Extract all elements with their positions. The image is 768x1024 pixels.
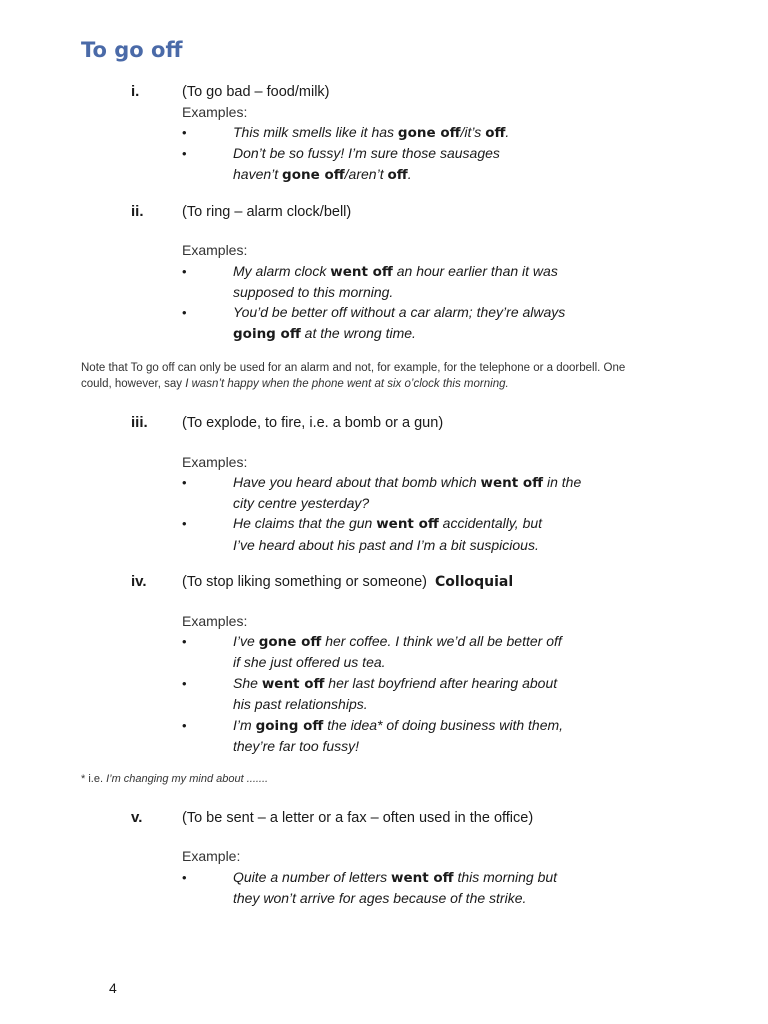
example-text: if she just offered us tea.: [233, 654, 386, 670]
example-text: I’m: [233, 717, 256, 733]
bullet: •: [182, 125, 187, 140]
bullet: •: [182, 870, 187, 885]
footnote: [81, 771, 268, 787]
example-text: Don’t be so fussy! I’m sure those sausages: [233, 145, 500, 161]
example-line: [233, 472, 581, 494]
example-line: [233, 631, 562, 653]
example-line: [233, 715, 563, 737]
example-line: [233, 867, 557, 889]
example-text: city centre yesterday?: [233, 495, 370, 511]
usage-note: [81, 360, 721, 392]
sense-definition-row: [182, 572, 513, 592]
sense-definition: (To be sent – a letter or a fax – often used in the office): [182, 810, 534, 826]
bullet: •: [182, 264, 187, 279]
usage-note-line: [81, 360, 721, 376]
example-text: an hour earlier than it was: [392, 263, 558, 279]
sense-numeral: iv.: [131, 573, 147, 590]
example-line: [233, 736, 359, 757]
bullet: •: [182, 475, 187, 490]
sense-numeral: i.: [131, 83, 140, 100]
bullet: •: [182, 146, 187, 161]
phrasal-verb-highlight: going off: [233, 326, 301, 342]
example-text: her coffee. I think we’d all be better off: [321, 633, 562, 649]
example-text: I’ve heard about his past and I’m a bit suspicious.: [233, 537, 539, 553]
example-text: .: [505, 124, 510, 140]
example-line: [233, 122, 509, 144]
note-text: Note that: [81, 362, 131, 374]
example-line: [233, 164, 412, 186]
example-text: My alarm clock: [233, 263, 331, 279]
footnote-text: I’m changing my mind about .......: [106, 773, 269, 785]
example-line: [233, 535, 539, 556]
example-line: [233, 493, 369, 514]
phrasal-verb-highlight: off: [485, 125, 506, 141]
example-text: the idea* of doing business with them,: [323, 717, 564, 733]
example-line: [233, 282, 393, 303]
page-title: To go off: [81, 38, 183, 62]
example-text: You’d be better off without a car alarm; they’re always: [233, 304, 566, 320]
note-example-key: went: [346, 378, 372, 390]
phrasal-verb-highlight: gone off: [397, 125, 461, 141]
example-text: /aren’t: [344, 166, 388, 182]
example-text: this morning but: [453, 869, 558, 885]
phrasal-verb-highlight: went off: [480, 475, 544, 491]
register-tag: Colloquial: [435, 574, 514, 590]
phrasal-verb-highlight: gone off: [282, 167, 345, 183]
example-text: Have you heard about that bomb which: [233, 474, 481, 490]
sense-definition: (To ring – alarm clock/bell): [182, 204, 352, 220]
note-text: could, however, say: [81, 378, 186, 390]
example-line: [233, 652, 386, 673]
phrasal-verb-highlight: went off: [261, 676, 325, 692]
sense-numeral: v.: [131, 809, 143, 826]
example-text: haven’t: [233, 166, 283, 182]
example-line: [233, 673, 557, 695]
usage-note-line: [81, 376, 721, 392]
example-line: [233, 513, 542, 535]
example-text: supposed to this morning.: [233, 284, 394, 300]
example-line: [233, 694, 368, 715]
example-text: Quite a number of letters: [233, 869, 391, 885]
sense-definition: (To go bad – food/milk): [182, 84, 330, 100]
example-text: his past relationships.: [233, 696, 368, 712]
sense-definition: (To explode, to fire, i.e. a bomb or a gun): [182, 415, 444, 431]
examples-label: Examples:: [182, 454, 248, 470]
phrasal-verb-highlight: going off: [255, 718, 324, 734]
note-example: at six o’clock this morning.: [371, 378, 509, 390]
example-text: I’ve: [233, 633, 259, 649]
note-example: I wasn’t happy when the phone: [185, 378, 347, 390]
examples-label: Examples:: [182, 242, 248, 258]
phrasal-verb-highlight: went off: [330, 264, 393, 280]
example-line: [233, 143, 500, 164]
note-text: can only be used for an alarm and not, for example, for the telephone or a doorbell. One: [174, 362, 626, 374]
example-text: This milk smells like it has: [233, 124, 398, 140]
examples-label: Examples:: [182, 104, 248, 120]
example-text: at the wrong time.: [300, 325, 416, 341]
bullet: •: [182, 676, 187, 691]
example-line: [233, 302, 565, 323]
bullet: •: [182, 718, 187, 733]
bullet: •: [182, 516, 187, 531]
footnote-marker: * i.e.: [81, 773, 107, 785]
example-text: .: [407, 166, 412, 182]
example-text: /it’s: [460, 124, 486, 140]
example-text: accidentally, but: [438, 515, 543, 531]
example-text: She: [233, 675, 262, 691]
phrasal-verb-highlight: off: [387, 167, 408, 183]
phrasal-verb-highlight: went off: [376, 516, 439, 532]
example-line: [233, 261, 558, 283]
sense-definition: (To stop liking something or someone): [182, 574, 428, 590]
examples-label: Example:: [182, 848, 241, 864]
example-line: [233, 888, 526, 909]
example-line: [233, 323, 416, 345]
example-text: her last boyfriend after hearing about: [324, 675, 558, 691]
sense-numeral: ii.: [131, 203, 144, 220]
example-text: they won’t arrive for ages because of the strike.: [233, 890, 527, 906]
phrasal-verb-highlight: went off: [390, 870, 454, 886]
sense-numeral: iii.: [131, 414, 148, 431]
bullet: •: [182, 634, 187, 649]
bullet: •: [182, 305, 187, 320]
phrasal-verb-highlight: gone off: [258, 634, 322, 650]
example-text: they’re far too fussy!: [233, 738, 360, 754]
examples-label: Examples:: [182, 613, 248, 629]
example-text: in the: [543, 474, 582, 490]
page-number: 4: [109, 980, 117, 996]
example-text: He claims that the gun: [233, 515, 377, 531]
note-term: To go off: [130, 362, 175, 374]
